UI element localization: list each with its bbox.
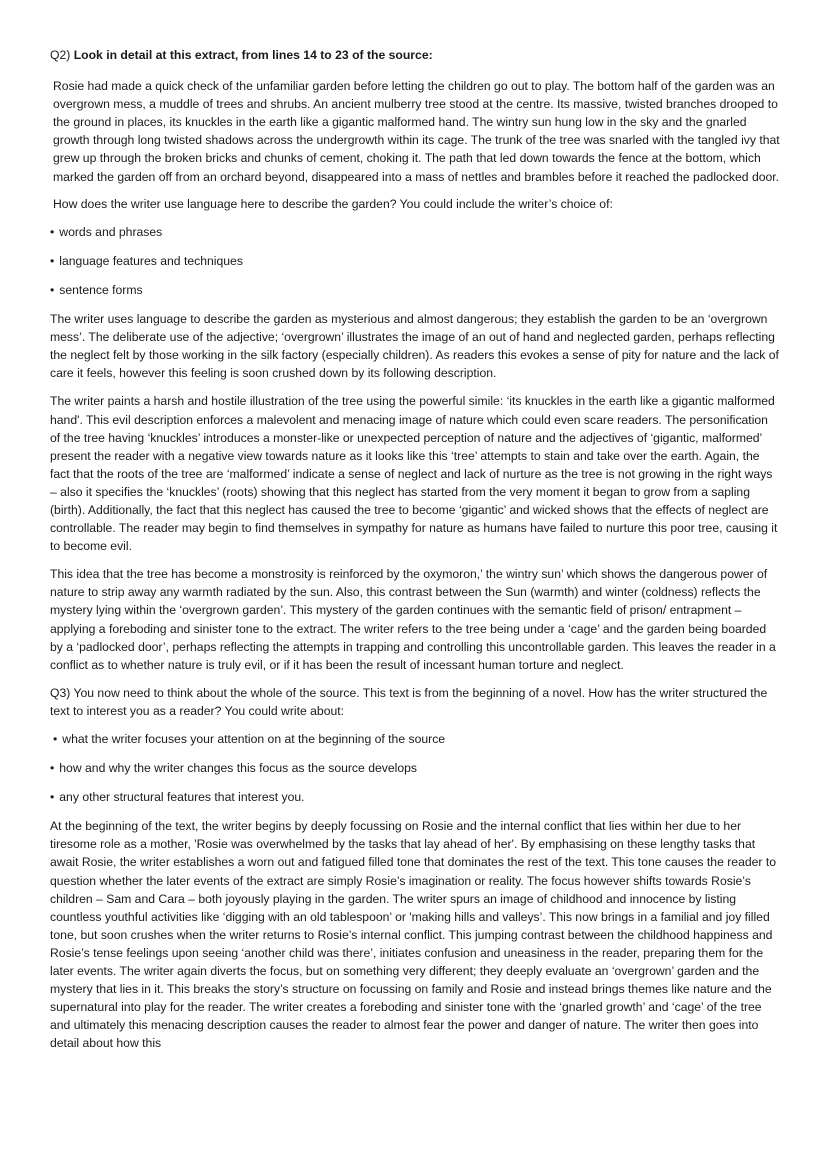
q2-answer-paragraph: The writer uses language to describe the garden as mysterious and almost dangerous; they establish the garden to be an ‘overgrown mess’. The deliberate use of the adjective; ‘overgrown’ illustrates the image of an out of hand and neglected garden, perhaps reflecting the neglect felt by those working in the silk factory (especially children). As readers this evokes a sense of pity for nature and the lack of care it feels, however this feeling is soon crushed down by its following description. — [50, 312, 779, 381]
q2-answer-paragraph: This idea that the tree has become a monstrosity is reinforced by the oxymoron,’ the wintry sun’ which shows the dangerous power of nature to strip away any warmth radiated by the sun. Also, this contrast between the Sun (warmth) and winter (coldness) reflects the mystery lying within the ‘overgrown garden’. This mystery of the garden continues with the semantic field of prison/ entrapment – applying a foreboding and sinister tone to the extract. The writer refers to the tree being under a ‘cage’ and the garden being boarded by a ‘padlocked door’, perhaps reflecting the attempts in trapping and controlling this uncontrollable garden. This leaves the reader in a conflict as to whether nature is truly evil, or if it has been the result of incessant human torture and neglect. — [50, 567, 776, 672]
source-extract: Rosie had made a quick check of the unfamiliar garden before letting the children go out to play. The bottom half of the garden was an overgrown mess, a muddle of trees and shrubs. An ancient mulberry tree stood at the centre. Its massive, twisted branches drooped to the ground in places, its knuckles in the earth like a gigantic malformed hand. The wintry sun hung low in the sky and the gnarled growth through long twisted shadows across the undergrowth within its cage. The trunk of the tree was snarled with the tangled ivy that grew up through the broken bricks and chunks of cement, choking it. The path that led down towards the fence at the bottom, which marked the garden off from an orchard beyond, disappeared into a mass of nettles and brambles before it reached the padlocked door. — [53, 79, 780, 184]
q2-label: Q2) — [50, 48, 71, 62]
document-page — [50, 46, 780, 1053]
q3-answer-paragraph: At the beginning of the text, the writer begins by deeply focussing on Rosie and the internal conflict that lies within her due to her tiresome role as a mother, 'Rosie was overwhelmed by the tasks that lay ahead of her'. By emphasising on these lengthy tasks that await Rosie, the writer establishes a worn out and fatigued filled tone that dominates the rest of the text. This tone causes the reader to question whether the later events of the extract are simply Rosie’s imagination or reality. The focus however shifts towards Rosie’s children – Sam and Cara – both joyously playing in the garden. The writer spurs an image of childhood and innocence by listing countless youthful activities like ‘digging with an old tablespoon’ or 'making hills and valleys’. This now brings in a familial and joy filled tone, but soon crushes when the writer returns to Rosie’s internal conflict. This jumping contrast between the childhood happiness and Rosie’s tense feelings upon seeing ‘another child was there’, initiates confusion and uneasiness in the reader, preparing them for the later events. The writer again diverts the focus, but on something very different; they deeply evaluate an ‘overgrown’ garden and the mystery that lies in it. This breaks the story’s structure on focussing on family and Rosie and instead brings themes like nature and the supernatural into play for the reader. The writer creates a foreboding and sinister tone with the ‘gnarled growth’ and ‘cage’ of the tree and ultimately this menacing description causes the reader to almost fear the power and danger of nature. The writer then goes into detail about how this — [50, 819, 777, 1051]
q3-bullet: • how and why the writer changes this focus as the source develops — [50, 759, 780, 777]
q2-bullet: • sentence forms — [50, 281, 780, 299]
q2-answer-paragraph: The writer paints a harsh and hostile illustration of the tree using the powerful simile: ‘its knuckles in the earth like a gigantic malformed hand'. This evil description enforces a malevolent and menacing image of nature which could even scare readers. The personification of the tree having ‘knuckles’ introduces a monster-like or unexpected perception of nature and the adjectives of ‘gigantic, malformed’ present the reader with a negative view towards nature as it looks like this ‘tree’ attempts to stain and take over the earth. Again, the fact that the roots of the tree are ‘malformed’ indicate a sense of neglect and lack of nurture as the tree is not growing in the right ways – also it specifies the ‘knuckles’ (roots) showing that this neglect has started from the very moment it began to grow from a sapling (birth). Additionally, the fact that this neglect has caused the tree to become ‘gigantic’ and wicked shows that the effects of neglect are controllable. The reader may begin to find themselves in sympathy for nature as humans have failed to nurture this poor tree, causing it to become evil. — [50, 394, 778, 554]
q2-bullet: • words and phrases — [50, 223, 780, 241]
q2-heading — [50, 46, 780, 64]
q2-bullet: • language features and techniques — [50, 252, 780, 270]
q2-prompt: How does the writer use language here to describe the garden? You could include the writer’s choice of: — [53, 196, 613, 211]
q3-bullet: • any other structural features that interest you. — [50, 788, 780, 806]
q2-heading-text: Look in detail at this extract, from lines 14 to 23 of the source: — [73, 48, 433, 62]
q3-prompt: Q3) You now need to think about the whole of the source. This text is from the beginning of a novel. How has the writer structured the text to interest you as a reader? You could write about: — [50, 685, 768, 718]
q3-bullet: • what the writer focuses your attention on at the beginning of the source — [50, 730, 780, 748]
